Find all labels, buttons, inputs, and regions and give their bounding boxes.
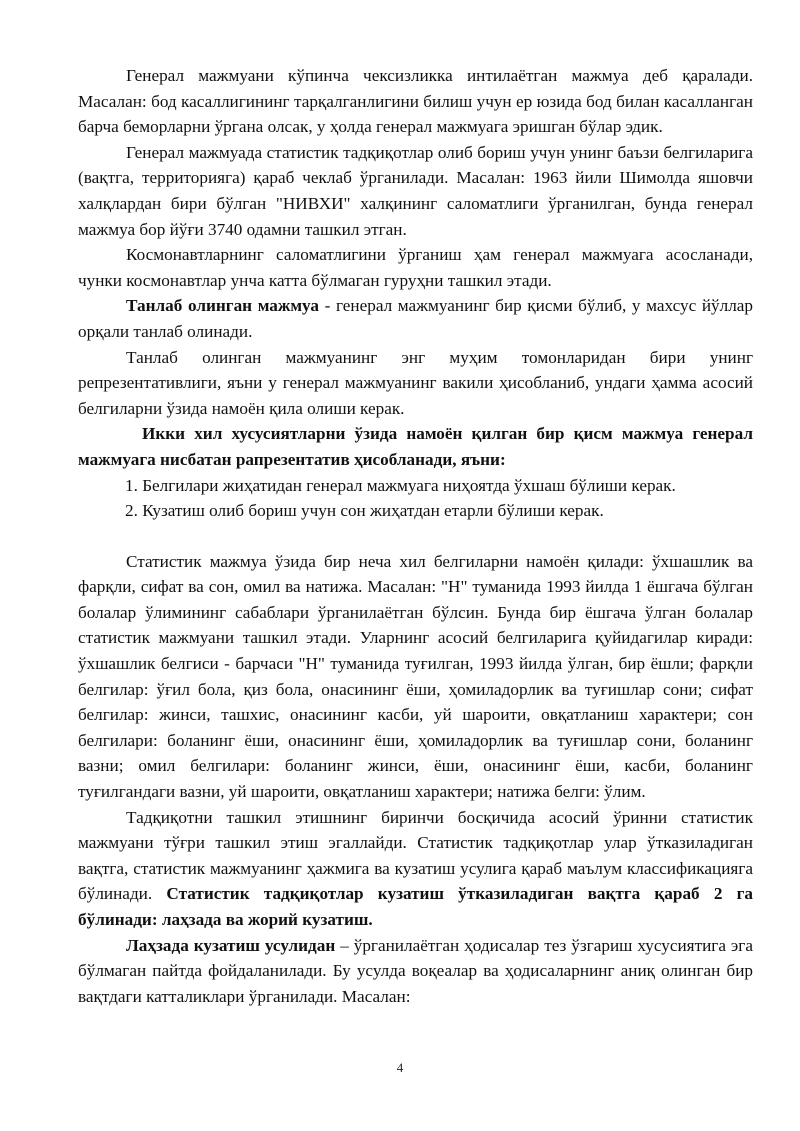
paragraph-8-bold: Статистик тадқиқотлар кузатиш ўтказиладиган вақтга қараб 2 га бўлинади: лаҳзада ва жорий кузатиш. <box>78 884 754 929</box>
paragraph-8 <box>78 805 753 933</box>
term-sample-population: Танлаб олинган мажмуа <box>126 296 320 316</box>
spacer <box>78 524 753 549</box>
paragraph-4-text: - генерал мажмуанинг бир қисми бўлиб, у махсус йўллар орқали танлаб олинади. <box>78 296 754 341</box>
paragraph-5: Танлаб олинган мажмуанинг энг муҳим томонларидан бири унинг репрезентативлиги, яъни у генерал мажмуанинг вакили ҳисобланиб, ундаги ҳамма асосий белгиларни ўзида намоён қила олиши керак. <box>78 347 753 418</box>
paragraph-8-text: Тадқиқотни ташкил этишнинг биринчи босқичида асосий ўринни статистик мажмуани тўғри ташкил этиш эгаллайди. Статистик тадқиқотлар улар ўтказиладиган вақтга, статистик мажмуанинг ҳажмига ва кузатиш усулига қараб маълум классификацияга бўлинади. <box>78 807 753 904</box>
paragraph-6-bold: Икки хил хусусиятларни ўзида намоён қилган бир қисм мажмуа генерал мажмуага нисбатан рапрезентатив ҳисобланади, яъни: <box>78 424 753 469</box>
paragraph-1: Генерал мажмуани кўпинча чексизликка интилаётган мажмуа деб қаралади. Масалан: бод касаллигининг тарқалганлигини билиш учун ер юзида бод билан касалланган барча беморларни ўргана олсак, у ҳолда генерал мажмуага эришган бўлар эдик. <box>78 66 753 137</box>
paragraph-4 <box>78 293 753 344</box>
list-item-1: 1. Белгилари жиҳатидан генерал мажмуага ниҳоятда ўхшаш бўлиши керак. <box>125 475 676 495</box>
paragraph-2: Генерал мажмуада статистик тадқиқотлар олиб бориш учун унинг баъзи белгиларига (вақтга, территорияга) қараб чеклаб ўрганилади. Масалан: 1963 йили Шимолда яшовчи халқлардан бири бўлган "НИВХИ" халқининг саломатлиги ўрганилган, бунда генерал мажмуа бор йўғи 3740 одамни ташкил этган. <box>78 142 753 239</box>
paragraph-7: Статистик мажмуа ўзида бир неча хил белгиларни намоён қилади: ўхшашлик ва фарқли, сифат ва сон, омил ва натижа. Масалан: "Н" туманида 1993 йилда 1 ёшгача бўлган болалар ўлимининг сабаблари ўрганилаётган бўлсин. Бунда бир ёшгача ўлган болалар статистик мажмуани ташкил этади. Уларнинг асосий белгиларига қуйидагилар киради: ўхшашлик белгиси - барчаси "Н" туманида туғилган, 1993 йилда ўлган, бир ёшли; фарқли белгилар: ўғил бола, қиз бола, онасининг ёши, ҳомиладорлик ва туғишлар сони; сифат белгилар: жинси, ташхис, онасининг касби, уй шароити, овқатланиш характери; сон белгилари: боланинг ёши, онасининг ёши, ҳомиладорлик ва туғишлар сони, боланинг вазни; омил белгилари: боланинг жинси, ёши, онасининг ёши, касби, боланинг туғилгандаги вазни, уй шароити, овқатланиш характери; натижа белги: ўлим. <box>78 551 753 802</box>
list-item-2: 2. Кузатиш олиб бориш учун сон жиҳатдан етарли бўлиши керак. <box>125 501 604 521</box>
paragraph-9-text: – ўрганилаётган ҳодисалар тез ўзгариш хусусиятига эга бўлмаган пайтда фойдаланилади. Бу усулда воқеалар ва ҳодисаларнинг аниқ олинган бир вақтдаги катталиклари ўрганилади. Масалан: <box>78 935 753 1006</box>
paragraph-9 <box>78 933 753 1010</box>
page-body <box>78 63 753 1009</box>
term-moment-observation: Лаҳзада кузатиш усулидан <box>126 935 336 955</box>
paragraph-3: Космонавтларнинг саломатлигини ўрганиш ҳам генерал мажмуага асосланади, чунки космонавтлар унча катта бўлмаган гуруҳни ташкил этади. <box>78 245 753 290</box>
page-number: 4 <box>396 1060 404 1075</box>
